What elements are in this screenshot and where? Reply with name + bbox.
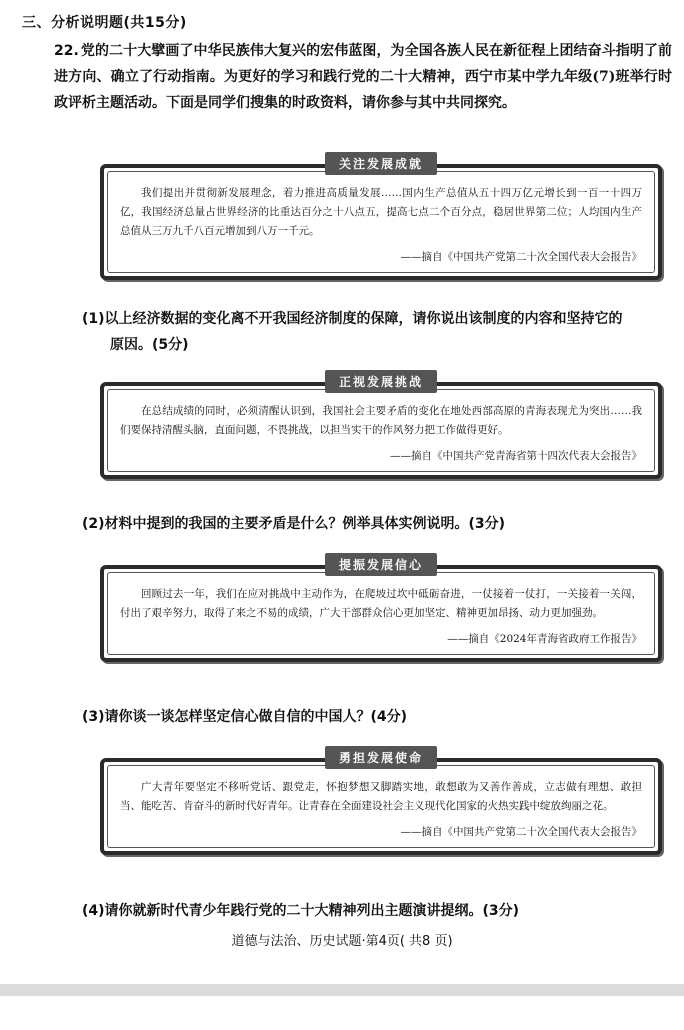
sub-question-1 [82, 306, 672, 358]
material-text-2: 在总结成绩的同时，必须清醒认识到，我国社会主要矛盾的变化在地处西部高原的青海表现尤为突出……我们要保持清醒头脑，直面问题，不畏挑战，以担当实干的作风努力把工作做得更好。 [120, 405, 642, 436]
material-text-1: 我们提出并贯彻新发展理念，着力推进高质量发展……国内生产总值从五十四万亿元增长到一百一十四万亿，我国经济总量占世界经济的比重达百分之十八点五，提高七点二个百分点，稳居世界第二位；人均国内生产总值从三万九千八百元增加到八万一千元。 [120, 187, 642, 237]
sub-question-1-line2: 原因。(5分) [110, 337, 189, 353]
material-source-2: ——摘自《中国共产党青海省第十四次代表大会报告》 [390, 450, 642, 462]
sub-question-1-line1: (1)以上经济数据的变化离不开我国经济制度的保障，请你说出该制度的内容和坚持它的 [82, 311, 623, 327]
material-tag-3: 提振发展信心 [325, 553, 437, 576]
material-source-1: ——摘自《中国共产党第二十次全国代表大会报告》 [400, 251, 642, 263]
material-tag-2: 正视发展挑战 [325, 370, 437, 393]
material-box-4 [100, 751, 662, 855]
bottom-scroll-strip [0, 984, 684, 996]
page-footer: 道德与法治、历史试题·第4页( 共8 页) [231, 934, 453, 949]
sub-question-2 [82, 511, 672, 537]
material-box-1 [100, 157, 662, 280]
material-text-3: 回顾过去一年，我们在应对挑战中主动作为，在爬坡过坎中砥砺奋进，一仗接着一仗打，一关接着一关闯，付出了艰辛努力，取得了来之不易的成绩，广大干部群众信心更加坚定、精神更加昂扬、动力更加强劲。 [120, 588, 642, 619]
section-title: 三、分析说明题(共15分) [22, 15, 187, 31]
material-source-3: ——摘自《2024年青海省政府工作报告》 [447, 633, 642, 645]
sub-question-4-line1: (4)请你就新时代青少年践行党的二十大精神列出主题演讲提纲。(3分) [82, 903, 520, 919]
question-intro-text: 党的二十大擘画了中华民族伟大复兴的宏伟蓝图，为全国各族人民在新征程上团结奋斗指明了前进方向、确立了行动指南。为更好的学习和践行党的二十大精神，西宁市某中学九年级(7)班举行时政评析主题活动。下面是同学们搜集的时政资料，请你参与其中共同探究。 [54, 43, 672, 111]
material-tag-1: 关注发展成就 [325, 152, 437, 175]
sub-question-3 [82, 704, 672, 730]
question-intro [54, 38, 672, 116]
material-box-3 [100, 558, 662, 662]
sub-question-2-line1: (2)材料中提到的我国的主要矛盾是什么？例举具体实例说明。(3分) [82, 516, 506, 532]
sub-question-3-line1: (3)请你谈一谈怎样坚定信心做自信的中国人？(4分) [82, 709, 408, 725]
question-number: 22. [54, 43, 79, 59]
material-source-4: ——摘自《中国共产党第二十次全国代表大会报告》 [400, 826, 642, 838]
sub-question-4 [82, 898, 672, 924]
material-tag-4: 勇担发展使命 [325, 746, 437, 769]
material-box-2 [100, 375, 662, 479]
material-text-4: 广大青年要坚定不移听党话、跟党走，怀抱梦想又脚踏实地，敢想敢为又善作善成，立志做有理想、敢担当、能吃苦、肯奋斗的新时代好青年。让青春在全面建设社会主义现代化国家的火热实践中绽放绚丽之花。 [120, 781, 642, 812]
